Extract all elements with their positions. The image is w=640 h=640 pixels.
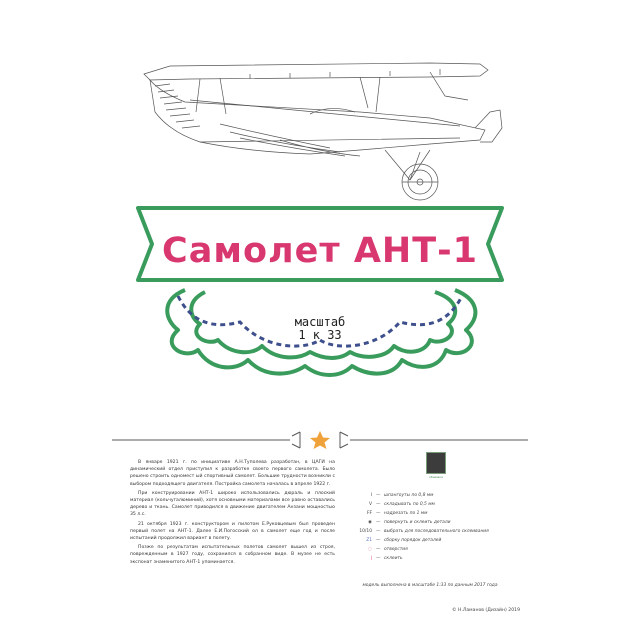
legend-dash: — bbox=[376, 529, 381, 534]
page-title: Самолет АНТ-1 bbox=[162, 231, 478, 271]
legend-symbol: ◌ bbox=[368, 547, 372, 552]
aircraft-drawing bbox=[130, 52, 510, 212]
legend-symbol: V bbox=[368, 502, 372, 507]
legend-item bbox=[350, 500, 510, 509]
model-note: модель выполнена в масштабе 1:33 по данным 2017 года bbox=[362, 583, 498, 588]
legend-desc: складывать по 0,5 мм bbox=[384, 502, 435, 507]
legend bbox=[350, 491, 510, 563]
legend-desc: надрезать по 1 мм bbox=[384, 511, 428, 516]
scale-ratio: 1 к 33 bbox=[298, 328, 342, 342]
legend-symbol: FF bbox=[366, 511, 372, 516]
legend-item bbox=[350, 554, 510, 563]
legend-item bbox=[350, 527, 510, 536]
legend-item bbox=[350, 518, 510, 527]
paragraph: 21 октября 1923 г. конструктором и пилотом Е.Руковцевым был проведен первый полет на АНТ-1. Далее Е.И.Погосский ол в самолет еще год и после испытаний продолжил вариант в полету. bbox=[130, 521, 335, 542]
legend-dash: — bbox=[376, 547, 381, 552]
star-icon bbox=[310, 431, 330, 449]
color-swatch bbox=[426, 452, 446, 480]
scale-word: масштаб bbox=[294, 315, 346, 329]
legend-desc: сборку порядок деталей bbox=[384, 538, 442, 543]
legend-item bbox=[350, 536, 510, 545]
copyright-footer: © Н.Ламанов (Дизайн) 2019 bbox=[451, 608, 520, 613]
section-divider bbox=[112, 430, 528, 450]
legend-dash: — bbox=[376, 520, 381, 525]
paragraph: В январе 1921 г. по инициативе А.Н.Туполева разработан, в ЦАГИ на динамический отдел приступил к разработке своего первого самолета. Было решено строить одномест ый спортивный самолет. Большие трудности возникли с выбором подходящего двигателя. Постройка самолета началась в апреле 1922 г. bbox=[130, 460, 335, 487]
legend-symbol: Z1 bbox=[366, 538, 372, 543]
paragraph: При конструировании АНТ-1 широко использовались дюраль и плоский материал (кольчугалюминий), хотя основными материалами все равно оставались дерево и ткань. Самолет приводился в движение двигателем Анзани мощностью 35 л.с. bbox=[130, 490, 335, 518]
legend-item bbox=[350, 545, 510, 554]
legend-dash: — bbox=[376, 538, 381, 543]
legend-item bbox=[350, 509, 510, 518]
legend-symbol: I bbox=[370, 493, 372, 498]
swatch-box bbox=[426, 452, 446, 474]
legend-symbol: ◉ bbox=[368, 520, 372, 525]
legend-desc: склеить bbox=[384, 556, 403, 561]
legend-symbol: 10/10 bbox=[359, 529, 372, 534]
scale-label bbox=[270, 316, 370, 342]
legend-desc: шпангоуты по 0,8 мм bbox=[384, 493, 434, 498]
legend-symbol: | bbox=[370, 556, 372, 561]
article-text bbox=[130, 459, 335, 629]
legend-desc: выбрать для последовательного склеивания bbox=[384, 529, 489, 534]
legend-dash: — bbox=[376, 556, 381, 561]
legend-item bbox=[350, 491, 510, 500]
paragraph: Позже по результатам испытательных полетов самолет вышел из строя, поврежденным в 1927 году, сохранился в собранном виде. В музее не есть экспонат знаменитого АНТ-1 упоминается. bbox=[130, 545, 335, 565]
legend-desc: повернуть и склеить детали bbox=[384, 520, 451, 525]
legend-dash: — bbox=[376, 493, 381, 498]
legend-dash: — bbox=[376, 502, 381, 507]
legend-desc: отверстия bbox=[384, 547, 408, 552]
legend-dash: — bbox=[376, 511, 381, 516]
swatch-label: обшивка bbox=[429, 475, 443, 479]
